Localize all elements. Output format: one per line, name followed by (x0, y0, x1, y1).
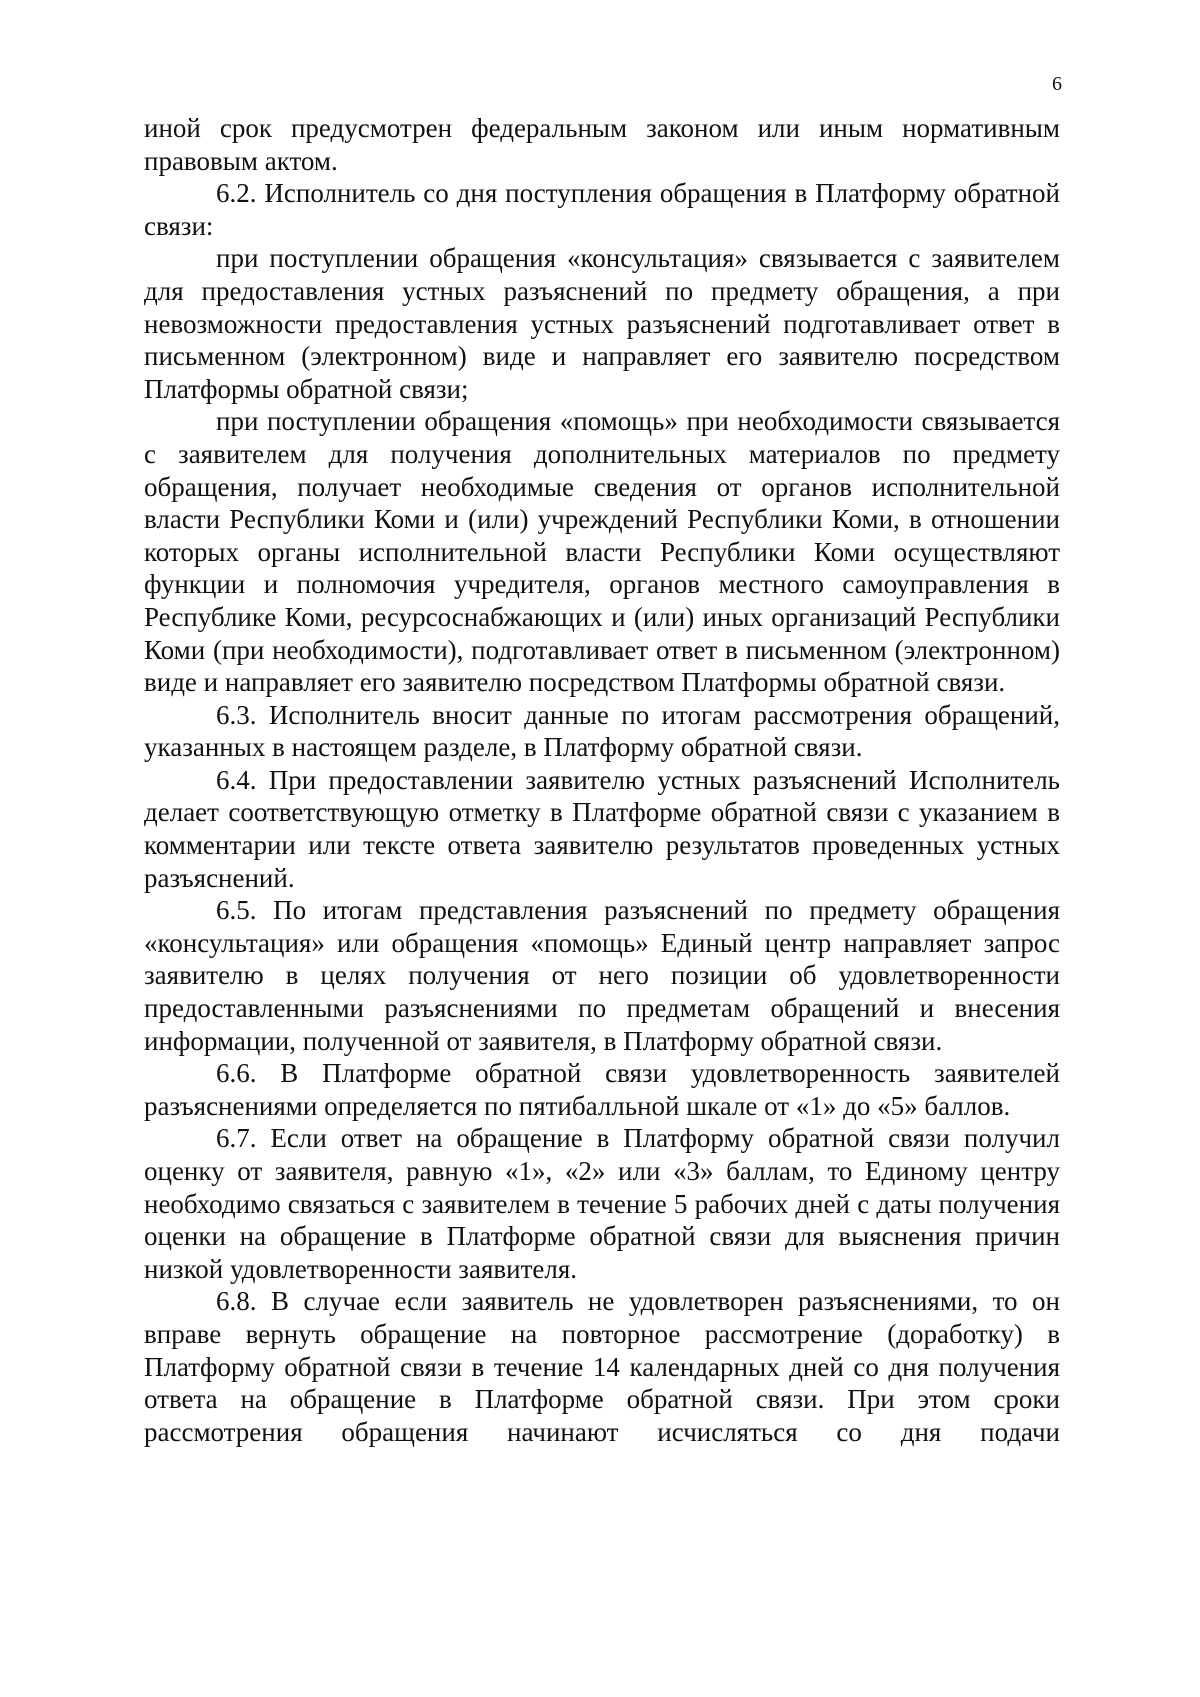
page-number: 6 (1052, 73, 1062, 95)
document-body (144, 112, 1060, 1448)
paragraph-6-7: 6.7. Если ответ на обращение в Платформу обратной связи получил оценку от заявителя, равную «1», «2» или «3» баллам, то Единому центру необходимо связаться с заявителем в течение 5 рабочих дней с даты получения оценки на обращение в Платформе обратной связи для выяснения причин низкой удовлетворенности заявителя. (144, 1123, 1060, 1284)
paragraph-6-2-consultation: при поступлении обращения «консультация» связывается с заявителем для предоставления устных разъяснений по предмету обращения, а при невозможности предоставления устных разъяснений подготавливает ответ в письменном (электронном) виде и направляет его заявителю посредством Платформы обратной связи; (144, 243, 1060, 404)
paragraph-6-3: 6.3. Исполнитель вносит данные по итогам рассмотрения обращений, указанных в настоящем разделе, в Платформу обратной связи. (144, 699, 1060, 763)
paragraph-6-5: 6.5. По итогам представления разъяснений по предмету обращения «консультация» или обращения «помощь» Единый центр направляет запрос заявителю в целях получения от него позиции об удовлетворенности предоставленными разъяснениями по предметам обращений и внесения информации, полученной от заявителя, в Платформу обратной связи. (144, 895, 1060, 1056)
paragraph-6-2: 6.2. Исполнитель со дня поступления обращения в Платформу обратной связи: (144, 178, 1060, 241)
paragraph-6-2-help: при поступлении обращения «помощь» при необходимости связывается с заявителем для получения дополнительных материалов по предмету обращения, получает необходимые сведения от органов исполнительной власти Республики Коми и (или) учреждений Республики Коми, в отношении которых органы исполнительной власти Республики Коми осуществляют функции и полномочия учредителя, органов местного самоуправления в Республике Коми, ресурсоснабжающих и (или) иных организаций Республики Коми (при необходимости), подготавливает ответ в письменном (электронном) виде и направляет его заявителю посредством Платформы обратной связи. (144, 406, 1060, 698)
paragraph-continuation: иной срок предусмотрен федеральным законом или иным нормативным правовым актом. (144, 113, 1060, 176)
paragraph-6-6: 6.6. В Платформе обратной связи удовлетворенность заявителей разъяснениями определяется по пятибалльной шкале от «1» до «5» баллов. (144, 1058, 1060, 1121)
paragraph-6-4: 6.4. При предоставлении заявителю устных разъяснений Исполнитель делает соответствующую отметку в Платформе обратной связи с указанием в комментарии или тексте ответа заявителю результатов проведенных устных разъяснений. (144, 764, 1060, 893)
paragraph-6-8: 6.8. В случае если заявитель не удовлетворен разъяснениями, то он вправе вернуть обращение на повторное рассмотрение (доработку) в Платформу обратной связи в течение 14 календарных дней со дня получения ответа на обращение в Платформе обратной связи. При этом сроки рассмотрения обращения начинают исчисляться со дня подачи (144, 1286, 1060, 1447)
